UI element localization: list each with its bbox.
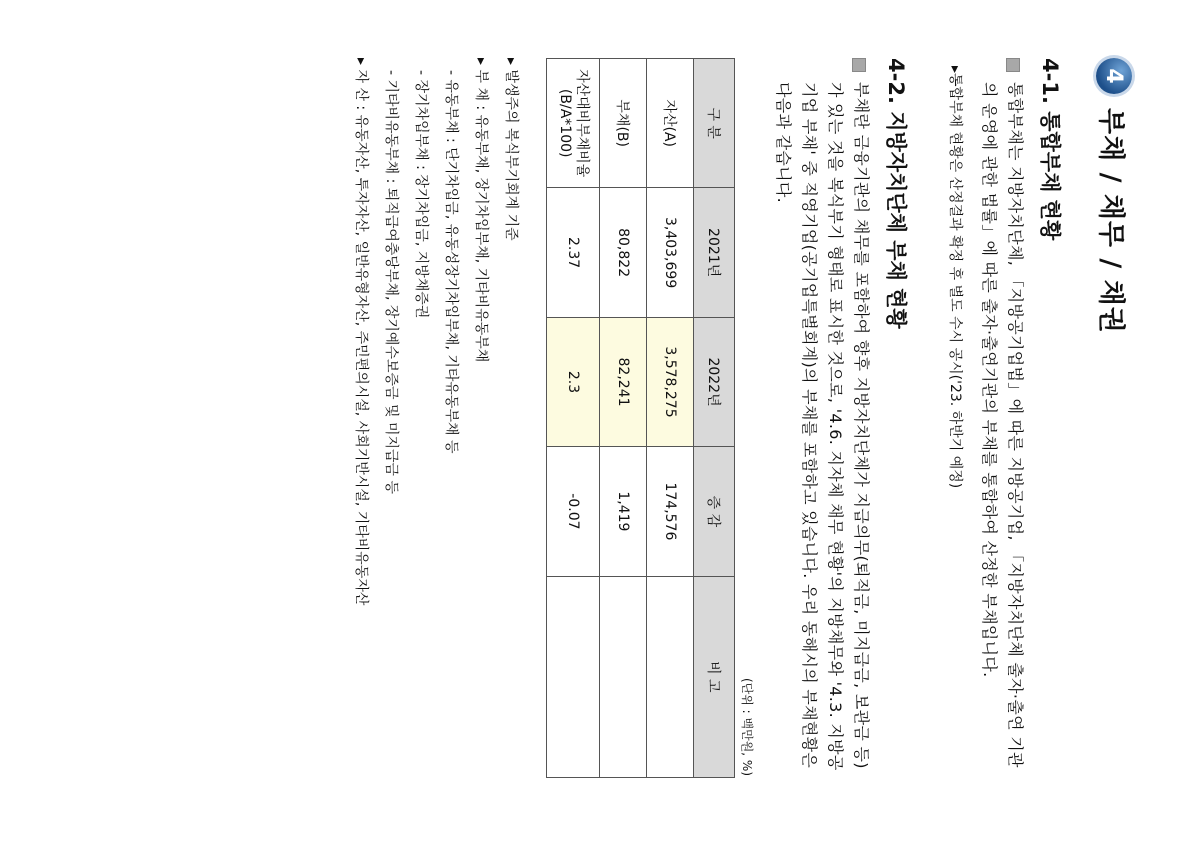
cell-2022: 2.3 (547, 317, 600, 446)
section1-note: ▸통합부채 현황은 산정결과 확정 후 별도 수시 공시('23. 하반기 예정) (947, 66, 963, 489)
chapter-header (1088, 58, 1140, 778)
cell-2022: 82,241 (600, 317, 647, 446)
row-label: 자산대비부채비율 (B/A*100) (547, 59, 600, 188)
cell-change: 174,576 (647, 447, 694, 576)
rotated-document-page (190, 58, 1140, 778)
cell-remarks (547, 576, 600, 777)
cell-2022: 3,578,275 (647, 317, 694, 446)
header-remarks: 비 고 (694, 576, 735, 777)
debt-table (546, 58, 735, 778)
header-category: 구 분 (694, 59, 735, 188)
footnote-line: - 기타비유동부채 : 퇴직급여충당부채, 장기예수보증금 및 미지급금 등 (383, 70, 399, 495)
unit-label: (단위 : 백만원, %) (740, 677, 754, 776)
footnote-line: - 유동부채 : 단기차입금, 유동성장기차입부채, 기타유동부채 등 (443, 70, 459, 454)
footnotes (346, 58, 526, 778)
cell-2021: 80,822 (600, 188, 647, 317)
cell-remarks (647, 576, 694, 777)
square-bullet-icon (852, 58, 866, 72)
header-2022: 2022년 (694, 317, 735, 446)
header-2021: 2021년 (694, 188, 735, 317)
section2-title: 4-2. 지방자치단체 부채 현황 (884, 58, 908, 329)
chapter-title: 부채 / 채무 / 채권 (1095, 108, 1127, 334)
footnote-line: ▸ 발생주의 복식부기회계 기준 (503, 58, 519, 241)
section2-paragraph-block (770, 58, 874, 778)
section2-paragraph: 부채란 금융기관의 채무를 포함하여 향후 지방자치단체가 지급의무(퇴직금, 미지급금, 보관금 등)가 있는 것을 복식부기 형태로 표시한 것으로, '4.6. 지자체 채무 현황'의 지방채무와 '4.3. 지방공기업 부채' 중 직영기업(공기업특별회계)의 부채를 포함하고 있습니다. 우리 동해시의 부채현황은 다음과 같습니다. (774, 82, 871, 771)
header-change: 증 감 (694, 447, 735, 576)
table-row (647, 59, 694, 778)
table-row (547, 59, 600, 778)
footnote-line: - 장기차입부채 : 장기차입금, 지방채증권 (413, 70, 429, 319)
row-label: 부채(B) (600, 59, 647, 188)
section-integrated-debt (946, 58, 1066, 778)
cell-2021: 3,403,699 (647, 188, 694, 317)
cell-change: -0.07 (547, 447, 600, 576)
section1-paragraph-block (976, 58, 1028, 778)
section-local-gov-debt (346, 58, 912, 778)
table-row (600, 59, 647, 778)
cell-remarks (600, 576, 647, 777)
chapter-number-badge: 4 (1096, 58, 1132, 94)
footnote-line: ▸ 자 산 : 유동자산, 투자자산, 일반유형자산, 주민편의시설, 사회기반시설, 기타비유동자산 (353, 58, 369, 606)
footnote-line: ▸ 부 채 : 유동부채, 장기차입부채, 기타비유동부채 (473, 58, 489, 363)
section1-paragraph: 통합부채는 지방자치단체, 「지방공기업법」에 따른 지방공기업, 「지방자치단체 출자·출연 기관의 운영에 관한 법률」에 따른 출자·출연기관의 부채를 통합하여 산정한 부채입니다. (980, 82, 1025, 768)
cell-2021: 2.37 (547, 188, 600, 317)
cell-change: 1,419 (600, 447, 647, 576)
table-header-row (694, 59, 735, 778)
row-label: 자산(A) (647, 59, 694, 188)
section1-title: 4-1. 통합부채 현황 (1038, 58, 1062, 241)
square-bullet-icon (1006, 58, 1020, 72)
